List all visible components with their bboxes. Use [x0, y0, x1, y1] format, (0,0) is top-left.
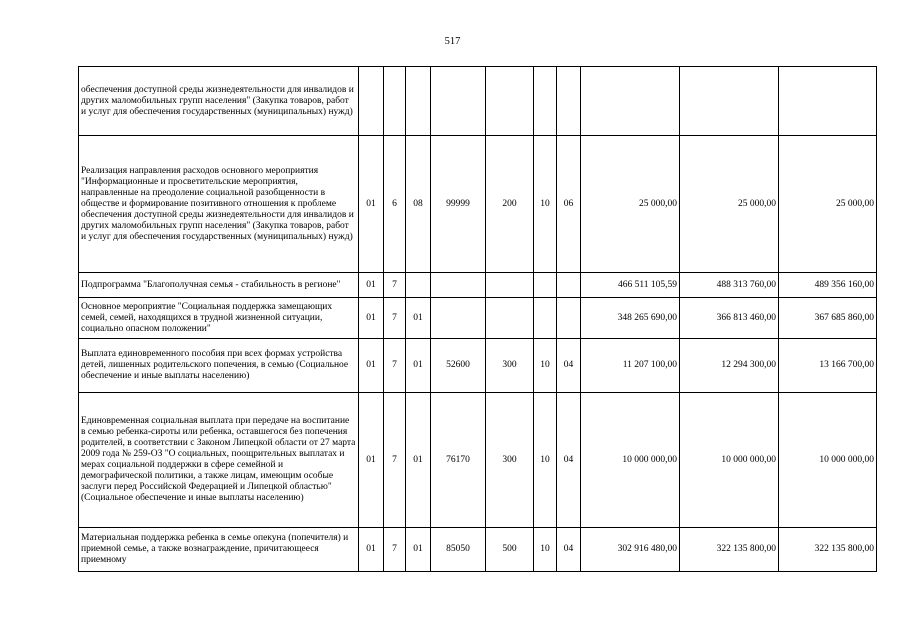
amount-year-3: 10 000 000,00 — [779, 393, 877, 528]
expense-type-code — [486, 298, 534, 339]
pp-code: 7 — [384, 298, 406, 339]
amount-year-3 — [779, 67, 877, 136]
row-name: Выплата единовременного пособия при всех формах устройства детей, лишенных родительского попечения, в семью (Социальное обеспечение и иные выплаты населению) — [79, 339, 359, 393]
direction-code: 76170 — [431, 393, 486, 528]
om-code: 01 — [406, 528, 431, 572]
amount-year-2: 12 294 300,00 — [680, 339, 779, 393]
amount-year-1: 348 265 690,00 — [581, 298, 680, 339]
gp-code: 01 — [359, 393, 384, 528]
om-code: 01 — [406, 393, 431, 528]
expense-type-code: 200 — [486, 136, 534, 273]
gp-code — [359, 67, 384, 136]
amount-year-3: 25 000,00 — [779, 136, 877, 273]
pp-code: 7 — [384, 273, 406, 298]
section-code: 10 — [534, 528, 557, 572]
row-name: Материальная поддержка ребенка в семье опекуна (попечителя) и приемной семье, а также вознаграждение, причитающееся приемному — [79, 528, 359, 572]
amount-year-2 — [680, 67, 779, 136]
subsection-code: 04 — [557, 528, 581, 572]
amount-year-1 — [581, 67, 680, 136]
om-code: 08 — [406, 136, 431, 273]
amount-year-3: 367 685 860,00 — [779, 298, 877, 339]
direction-code — [431, 298, 486, 339]
pp-code — [384, 67, 406, 136]
pp-code: 7 — [384, 339, 406, 393]
amount-year-2: 10 000 000,00 — [680, 393, 779, 528]
amount-year-1: 302 916 480,00 — [581, 528, 680, 572]
pp-code: 7 — [384, 393, 406, 528]
amount-year-1: 25 000,00 — [581, 136, 680, 273]
table-row — [79, 393, 877, 528]
page-number: 517 — [444, 36, 461, 47]
expense-type-code — [486, 273, 534, 298]
section-code: 10 — [534, 136, 557, 273]
om-code — [406, 67, 431, 136]
amount-year-3: 489 356 160,00 — [779, 273, 877, 298]
table-row — [79, 528, 877, 572]
amount-year-1: 466 511 105,59 — [581, 273, 680, 298]
om-code: 01 — [406, 298, 431, 339]
table-row — [79, 67, 877, 136]
section-code — [534, 298, 557, 339]
budget-table — [78, 66, 877, 572]
pp-code: 6 — [384, 136, 406, 273]
gp-code: 01 — [359, 528, 384, 572]
subsection-code: 06 — [557, 136, 581, 273]
amount-year-2: 488 313 760,00 — [680, 273, 779, 298]
amount-year-2: 366 813 460,00 — [680, 298, 779, 339]
gp-code: 01 — [359, 339, 384, 393]
expense-type-code: 500 — [486, 528, 534, 572]
table-row — [79, 273, 877, 298]
expense-type-code: 300 — [486, 339, 534, 393]
amount-year-3: 322 135 800,00 — [779, 528, 877, 572]
amount-year-2: 322 135 800,00 — [680, 528, 779, 572]
direction-code — [431, 67, 486, 136]
subsection-code — [557, 273, 581, 298]
table-row — [79, 339, 877, 393]
direction-code: 52600 — [431, 339, 486, 393]
subsection-code: 04 — [557, 339, 581, 393]
direction-code: 99999 — [431, 136, 486, 273]
section-code: 10 — [534, 339, 557, 393]
section-code — [534, 67, 557, 136]
subsection-code — [557, 298, 581, 339]
expense-type-code: 300 — [486, 393, 534, 528]
amount-year-2: 25 000,00 — [680, 136, 779, 273]
section-code: 10 — [534, 393, 557, 528]
table-row — [79, 136, 877, 273]
direction-code: 85050 — [431, 528, 486, 572]
direction-code — [431, 273, 486, 298]
subsection-code — [557, 67, 581, 136]
section-code — [534, 273, 557, 298]
expense-type-code — [486, 67, 534, 136]
amount-year-1: 11 207 100,00 — [581, 339, 680, 393]
row-name: обеспечения доступной среды жизнедеятельности для инвалидов и других маломобильных групп населения" (Закупка товаров, работ и услуг для обеспечения государственных (муниципальных) нужд) — [79, 67, 359, 136]
table-row — [79, 298, 877, 339]
row-name: Подпрограмма "Благополучная семья - стабильность в регионе" — [79, 273, 359, 298]
row-name: Реализация направления расходов основного мероприятия "Информационные и просветительские мероприятия, направленные на преодоление социальной разобщенности в обществе и формирование позитивного отношения к проблеме обеспечения доступной среды жизнедеятельности для инвалидов и других маломобильных групп населения" (Закупка товаров, работ и услуг для обеспечения государственных (муниципальных) нужд) — [79, 136, 359, 273]
om-code: 01 — [406, 339, 431, 393]
row-name: Единовременная социальная выплата при передаче на воспитание в семью ребенка-сироты или ребенка, оставшегося без попечения родителей, в соответствии с Законом Липецкой области от 27 марта 2009 года № 259-ОЗ "О социальных, поощрительных выплатах и мерах социальной поддержки в сфере семейной и демографической политики, а также лицам, имеющим особые заслуги перед Российской Федерацией и Липецкой областью" (Социальное обеспечение и иные выплаты населению) — [79, 393, 359, 528]
om-code — [406, 273, 431, 298]
amount-year-3: 13 166 700,00 — [779, 339, 877, 393]
gp-code: 01 — [359, 298, 384, 339]
pp-code: 7 — [384, 528, 406, 572]
subsection-code: 04 — [557, 393, 581, 528]
gp-code: 01 — [359, 136, 384, 273]
gp-code: 01 — [359, 273, 384, 298]
amount-year-1: 10 000 000,00 — [581, 393, 680, 528]
row-name: Основное мероприятие "Социальная поддержка замещающих семей, семей, находящихся в трудной жизненной ситуации, социально опасном положении" — [79, 298, 359, 339]
